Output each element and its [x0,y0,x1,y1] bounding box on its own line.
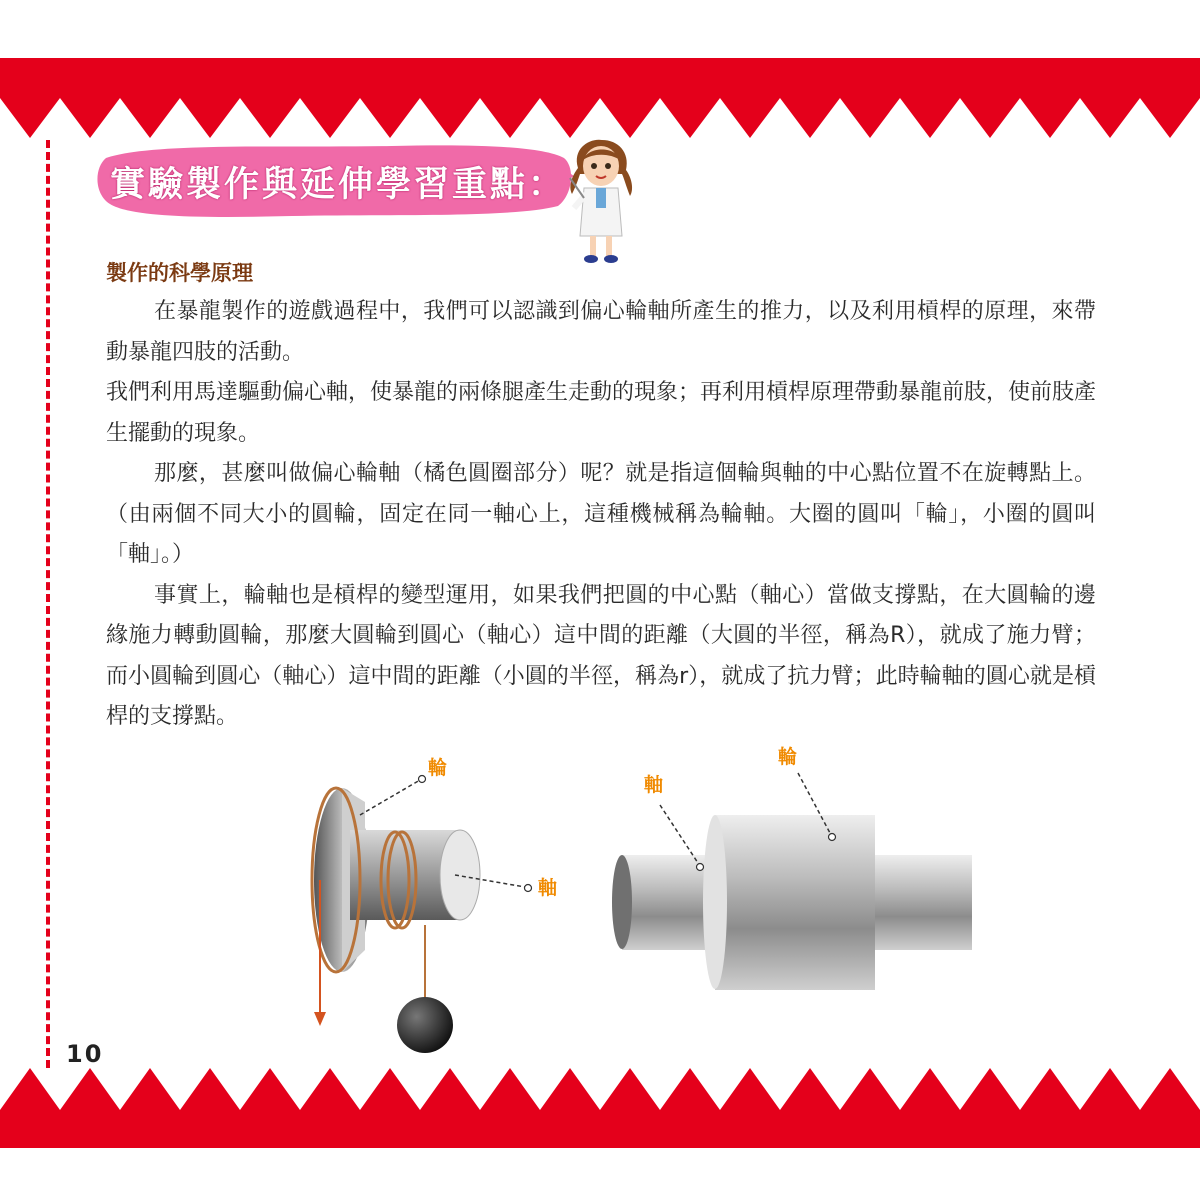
body-text [106,292,1096,738]
paragraph-1: 在暴龍製作的遊戲過程中，我們可以認識到偏心輪軸所產生的推力，以及利用槓桿的原理，來帶動暴龍四肢的活動。 [106,299,1096,365]
paragraph-3: 那麼，甚麼叫做偏心輪軸（橘色圓圈部分）呢？就是指這個輪與軸的中心點位置不在旋轉點上。（由兩個不同大小的圓輪，固定在同一軸心上，這種機械稱為輪軸。大圈的圓叫「輪」，小圈的圓叫「軸」。） [106,461,1096,567]
right-wheel-label: 輪 [778,746,798,768]
paragraph-4: 事實上，輪軸也是槓桿的變型運用，如果我們把圓的中心點（軸心）當做支撐點，在大圓輪的邊緣施力轉動圓輪，那麼大圓輪到圓心（軸心）這中間的距離（大圓的半徑，稱為R），就成了施力臂；而小圓輪到圓心（軸心）這中間的距離（小圓的半徑，稱為r），就成了抗力臂；此時輪軸的圓心就是槓桿的支撐點。 [106,582,1096,729]
scientist-girl-icon [560,138,640,268]
page-number: 10 [66,1040,104,1068]
left-wheel-label: 輪 [428,757,448,779]
section-heading: 製作的科學原理 [106,261,253,285]
page-title: 實驗製作與延伸學習重點： [110,165,567,205]
wheel-axle-diagram-right [600,735,990,995]
top-zigzag-border [0,58,1200,140]
bottom-zigzag-border [0,1068,1200,1148]
paragraph-2: 我們利用馬達驅動偏心軸，使暴龍的兩條腿產生走動的現象；再利用槓桿原理帶動暴龍前肢，使前肢產生擺動的現象。 [106,380,1097,446]
left-axle-label: 軸 [538,877,558,899]
right-axle-label: 軸 [644,774,664,796]
dashed-margin-line [46,140,50,1068]
wheel-axle-diagram-left [290,740,590,1060]
